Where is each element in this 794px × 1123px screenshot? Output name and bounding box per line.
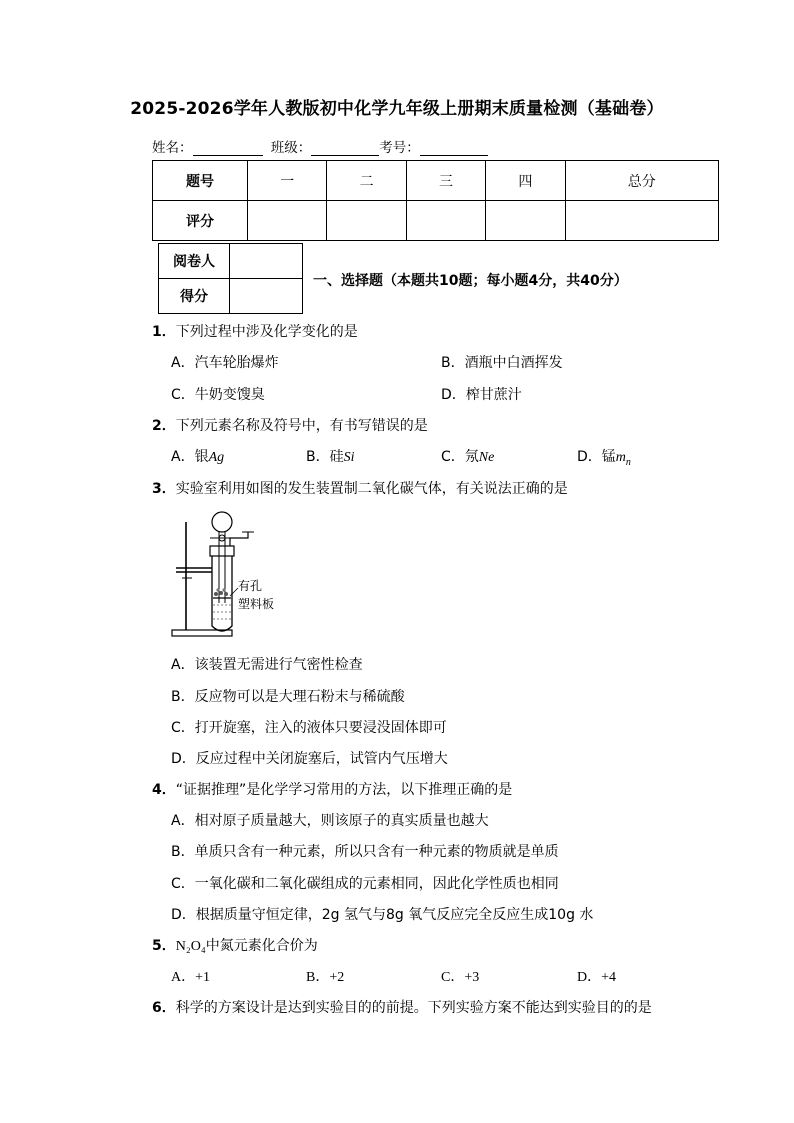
score-table-cell: 题号 (153, 161, 248, 201)
question-2 (152, 415, 428, 435)
question-text: “证据推理”是化学学习常用的方法，以下推理正确的是 (175, 782, 513, 798)
stopper (210, 546, 234, 556)
delivery-tube (230, 532, 248, 546)
element-symbol: m (615, 450, 626, 465)
question-text: 科学的方案设计是达到实验目的的前提。下列实验方案不能达到实验目的的是 (175, 1000, 652, 1016)
score-table-cell: 二 (327, 161, 406, 201)
question-6 (152, 997, 652, 1017)
option-a[interactable]: A．+1 (171, 970, 211, 985)
score-table (152, 160, 719, 241)
option-d[interactable]: D．根据质量守恒定律，2g 氢气与8g 氧气反应完全反应生成10g 水 (171, 907, 594, 923)
question-number: 1． (152, 324, 176, 340)
option-a[interactable] (171, 446, 224, 466)
option-d[interactable]: D．+4 (577, 970, 617, 985)
score-table-score-row (153, 201, 719, 241)
option-label: B．硅 (306, 449, 344, 465)
option-a[interactable]: A．汽车轮胎爆炸 (171, 355, 279, 371)
option-label: D．锰 (577, 449, 616, 465)
question-number: 2． (152, 418, 176, 434)
score-table-cell: 四 (486, 161, 565, 201)
score-table-header-row (153, 161, 719, 201)
score-table-cell: 总分 (565, 161, 719, 201)
option-b[interactable] (306, 446, 355, 466)
question-1 (152, 321, 358, 341)
score-table-cell: 一 (248, 161, 327, 201)
option-b[interactable]: B．反应物可以是大理石粉末与稀硫酸 (171, 689, 405, 705)
question-text: 下列元素名称及符号中，有书写错误的是 (175, 418, 428, 434)
element-symbol: Si (343, 450, 355, 465)
figure-label-plastic-plate: 塑料板 (238, 597, 275, 611)
exam-title: 2025-2026学年人教版初中化学九年级上册期末质量检测（基础卷） (130, 99, 664, 119)
exam-no-label: 考号： (379, 140, 420, 156)
reviewer-input-cell[interactable] (230, 244, 303, 279)
option-b[interactable]: B．酒瓶中白酒挥发 (441, 355, 563, 371)
option-d[interactable] (577, 446, 631, 468)
option-c[interactable]: C．一氧化碳和二氧化碳组成的元素相同，因此化学性质也相同 (171, 876, 559, 892)
question-number: 6． (152, 1000, 176, 1016)
question-text: 中氮元素化合价为 (205, 938, 318, 954)
option-c[interactable]: C．打开旋塞，注入的液体只要浸没固体即可 (171, 720, 447, 736)
option-a[interactable]: A．相对原子质量越大，则该原子的真实质量也越大 (171, 813, 489, 829)
student-info-line (152, 136, 488, 156)
element-symbol-subscript: n (625, 456, 631, 468)
question-number: 5． (152, 938, 176, 954)
exam-no-field[interactable] (420, 141, 488, 156)
element-symbol: Ne (478, 450, 495, 465)
name-field[interactable] (193, 141, 263, 156)
option-c[interactable]: C．牛奶变馊臭 (171, 387, 265, 403)
option-b[interactable]: B．+2 (306, 970, 345, 985)
question-number: 3． (152, 481, 176, 497)
score-input-cell[interactable] (565, 201, 719, 241)
option-label: C．氖 (441, 449, 479, 465)
class-label: 班级： (270, 140, 312, 156)
question-4 (152, 779, 512, 799)
class-field[interactable] (311, 141, 379, 156)
score-input-cell[interactable] (327, 201, 406, 241)
section-heading: 一、选择题（本题共10题；每小题4分，共40分） (313, 273, 628, 289)
name-label: 姓名： (152, 140, 193, 156)
figure-label-perforated: 有孔 (238, 579, 263, 593)
option-label: A．银 (171, 449, 209, 465)
formula: N₂O₄ (175, 939, 206, 954)
score-row-label: 评分 (153, 201, 248, 241)
grader-table (158, 243, 303, 314)
question-number: 4． (152, 782, 176, 798)
question-text: 下列过程中涉及化学变化的是 (175, 324, 358, 340)
option-d[interactable]: D．榨甘蔗汁 (441, 387, 522, 403)
option-b[interactable]: B．单质只含有一种元素，所以只含有一种元素的物质就是单质 (171, 844, 559, 860)
grader-score-label: 得分 (159, 279, 230, 314)
score-input-cell[interactable] (486, 201, 565, 241)
element-symbol: Ag (208, 450, 225, 465)
funnel-bulb (212, 512, 232, 532)
score-table-cell: 三 (406, 161, 485, 201)
option-c[interactable]: C．+3 (441, 970, 480, 985)
question-text: 实验室利用如图的发生装置制二氧化碳气体，有关说法正确的是 (175, 481, 568, 497)
option-d[interactable]: D．反应过程中关闭旋塞后，试管内气压增大 (171, 751, 448, 767)
grader-score-input-cell[interactable] (230, 279, 303, 314)
option-a[interactable]: A．该装置无需进行气密性检查 (171, 657, 363, 673)
score-input-cell[interactable] (406, 201, 485, 241)
option-c[interactable] (441, 446, 494, 466)
question-3 (152, 478, 568, 498)
co2-generator-apparatus-figure (166, 508, 296, 640)
score-input-cell[interactable] (248, 201, 327, 241)
reviewer-label: 阅卷人 (159, 244, 230, 279)
question-5 (152, 935, 318, 955)
